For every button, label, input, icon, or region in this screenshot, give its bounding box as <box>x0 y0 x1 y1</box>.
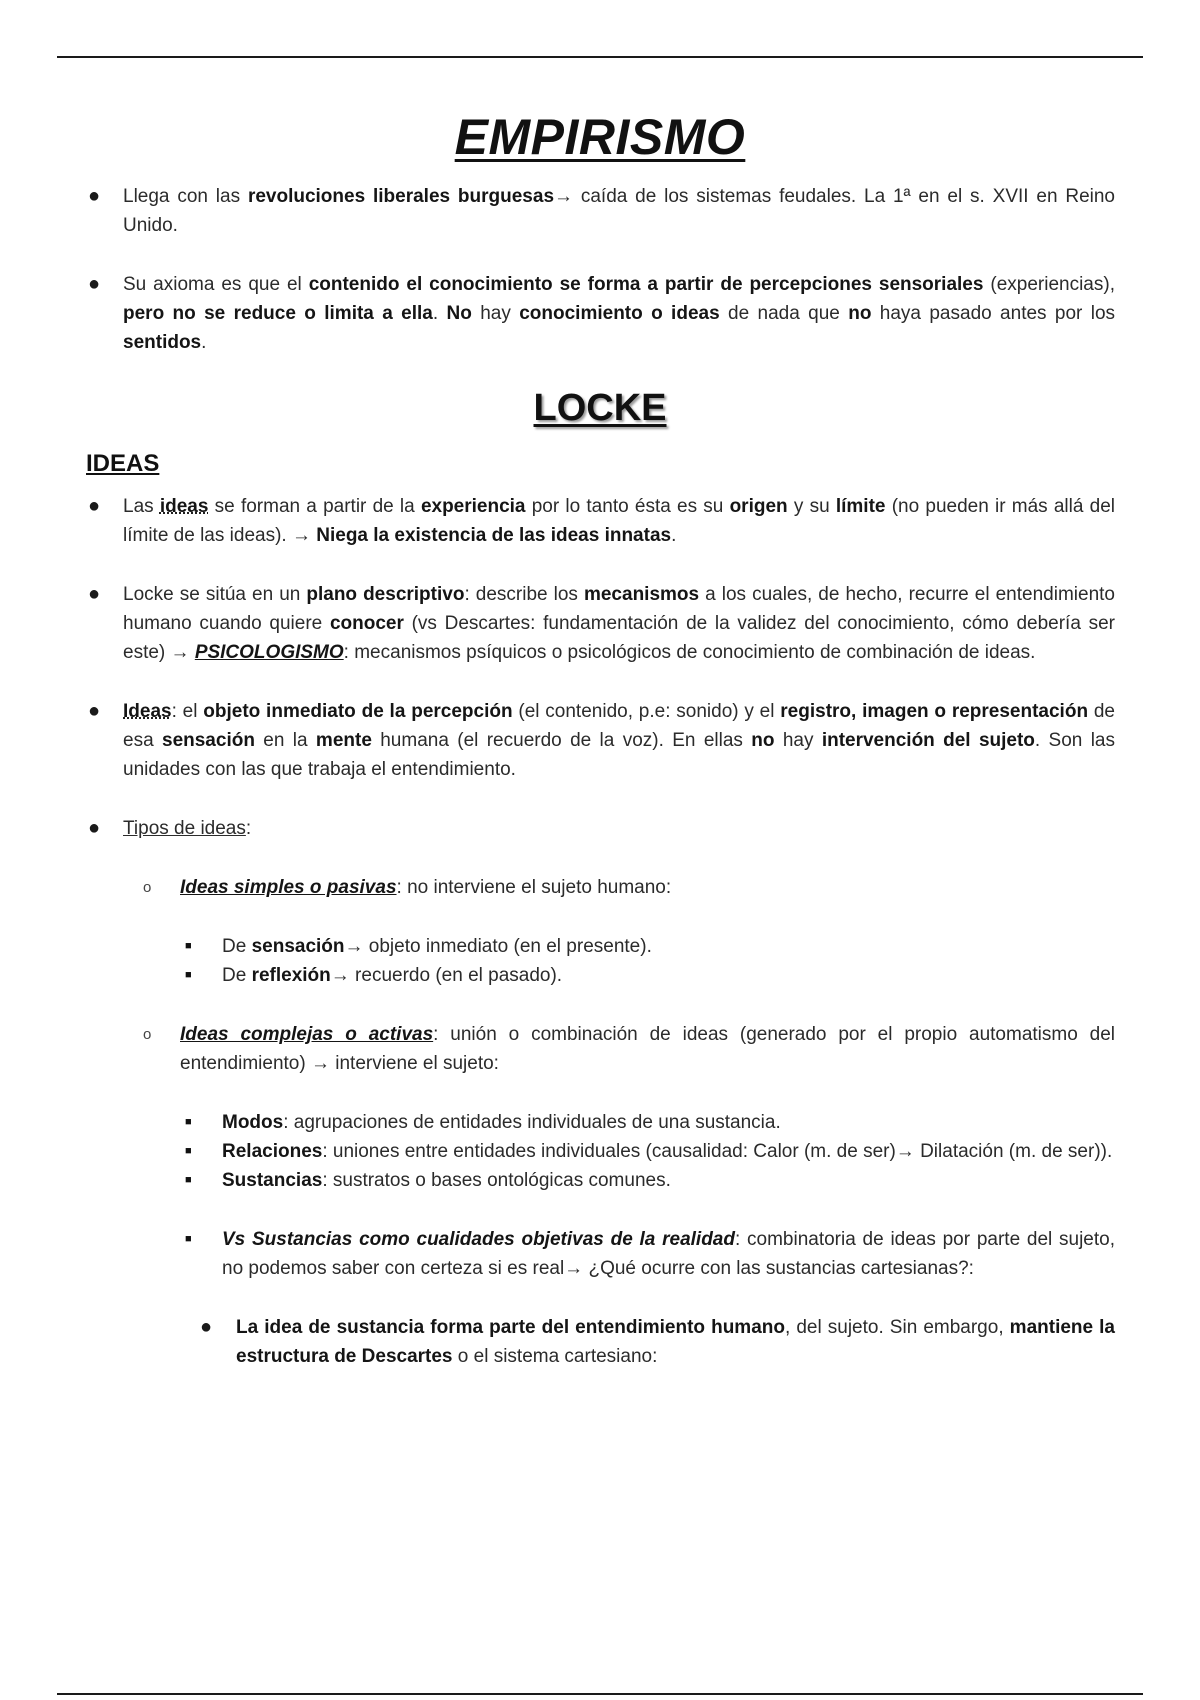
page-title: EMPIRISMO <box>454 109 746 165</box>
list-item: ■ De reflexión→ recuerdo (en el pasado). <box>85 961 1115 990</box>
list-item: ● Ideas: el objeto inmediato de la percepción (el contenido, p.e: sonido) y el registro, imagen o representación de esa sensación en la mente humana (el recuerdo de la voz). En ellas no hay intervención del sujeto. Son las unidades con las que trabaja el entendimiento. <box>85 697 1115 784</box>
bottom-rule <box>57 1693 1143 1695</box>
complex-ideas-list <box>85 1108 1115 1283</box>
list-item: ● Tipos de ideas: <box>85 814 1115 843</box>
square-bullet-icon: ■ <box>185 1145 192 1157</box>
square-bullet-icon: ■ <box>185 1174 192 1186</box>
list-item: ● Llega con las revoluciones liberales burguesas→ caída de los sistemas feudales. La 1ª en el s. XVII en Reino Unido. <box>85 182 1115 240</box>
list-item: ■ Modos: agrupaciones de entidades individuales de una sustancia. <box>85 1108 1115 1137</box>
list-item: ● Su axioma es que el contenido el conocimiento se forma a partir de percepciones sensoriales (experiencias), pero no se reduce o limita a ella. No hay conocimiento o ideas de nada que no haya pasado antes por los sentidos. <box>85 270 1115 357</box>
top-rule <box>57 56 1143 58</box>
list-item: ● Locke se sitúa en un plano descriptivo: describe los mecanismos a los cuales, de hecho, recurre el entendimiento humano cuando quiere conocer (vs Descartes: fundamentación de la validez del conocimiento, cómo debería ser este) → PSICOLOGISMO: mecanismos psíquicos o psicológicos de conocimiento de combinación de ideas. <box>85 580 1115 667</box>
sub-item-simple-ideas: o Ideas simples o pasivas: no interviene el sujeto humano: <box>85 873 1115 902</box>
list-item: ■ Sustancias: sustratos o bases ontológicas comunes. <box>85 1166 1115 1195</box>
intro-list <box>85 182 1115 357</box>
bullet-icon: ● <box>88 817 101 839</box>
ideas-list <box>85 492 1115 843</box>
square-bullet-icon: ■ <box>185 1233 192 1245</box>
circle-bullet-icon: o <box>143 1026 152 1043</box>
list-item: ■ Relaciones: uniones entre entidades individuales (causalidad: Calor (m. de ser)→ Dilatación (m. de ser)). <box>85 1137 1115 1166</box>
section-title-locke: LOCKE <box>533 387 667 429</box>
bullet-icon: ● <box>88 700 101 722</box>
square-bullet-icon: ■ <box>185 940 192 952</box>
bullet-icon: ● <box>200 1316 213 1338</box>
bullet-icon: ● <box>88 185 101 207</box>
section-heading-ideas: IDEAS <box>86 450 160 477</box>
square-bullet-icon: ■ <box>185 1116 192 1128</box>
simple-ideas-list <box>85 932 1115 990</box>
list-item: ■ Vs Sustancias como cualidades objetivas de la realidad: combinatoria de ideas por parte del sujeto, no podemos saber con certeza si es real→ ¿Qué ocurre con las sustancias cartesianas?: <box>85 1225 1115 1283</box>
square-bullet-icon: ■ <box>185 969 192 981</box>
list-item: ● Las ideas se forman a partir de la experiencia por lo tanto ésta es su origen y su límite (no pueden ir más allá del límite de las ideas). → Niega la existencia de las ideas innatas. <box>85 492 1115 550</box>
list-item-final: ● La idea de sustancia forma parte del entendimiento humano, del sujeto. Sin embargo, mantiene la estructura de Descartes o el sistema cartesiano: <box>85 1313 1115 1371</box>
sub-item-complex-ideas: o Ideas complejas o activas: unión o combinación de ideas (generado por el propio automatismo del entendimiento) → interviene el sujeto: <box>85 1020 1115 1078</box>
bullet-icon: ● <box>88 495 101 517</box>
circle-bullet-icon: o <box>143 879 152 896</box>
bullet-icon: ● <box>88 273 101 295</box>
document-page <box>85 108 1115 1371</box>
bullet-icon: ● <box>88 583 101 605</box>
list-item: ■ De sensación→ objeto inmediato (en el presente). <box>85 932 1115 961</box>
